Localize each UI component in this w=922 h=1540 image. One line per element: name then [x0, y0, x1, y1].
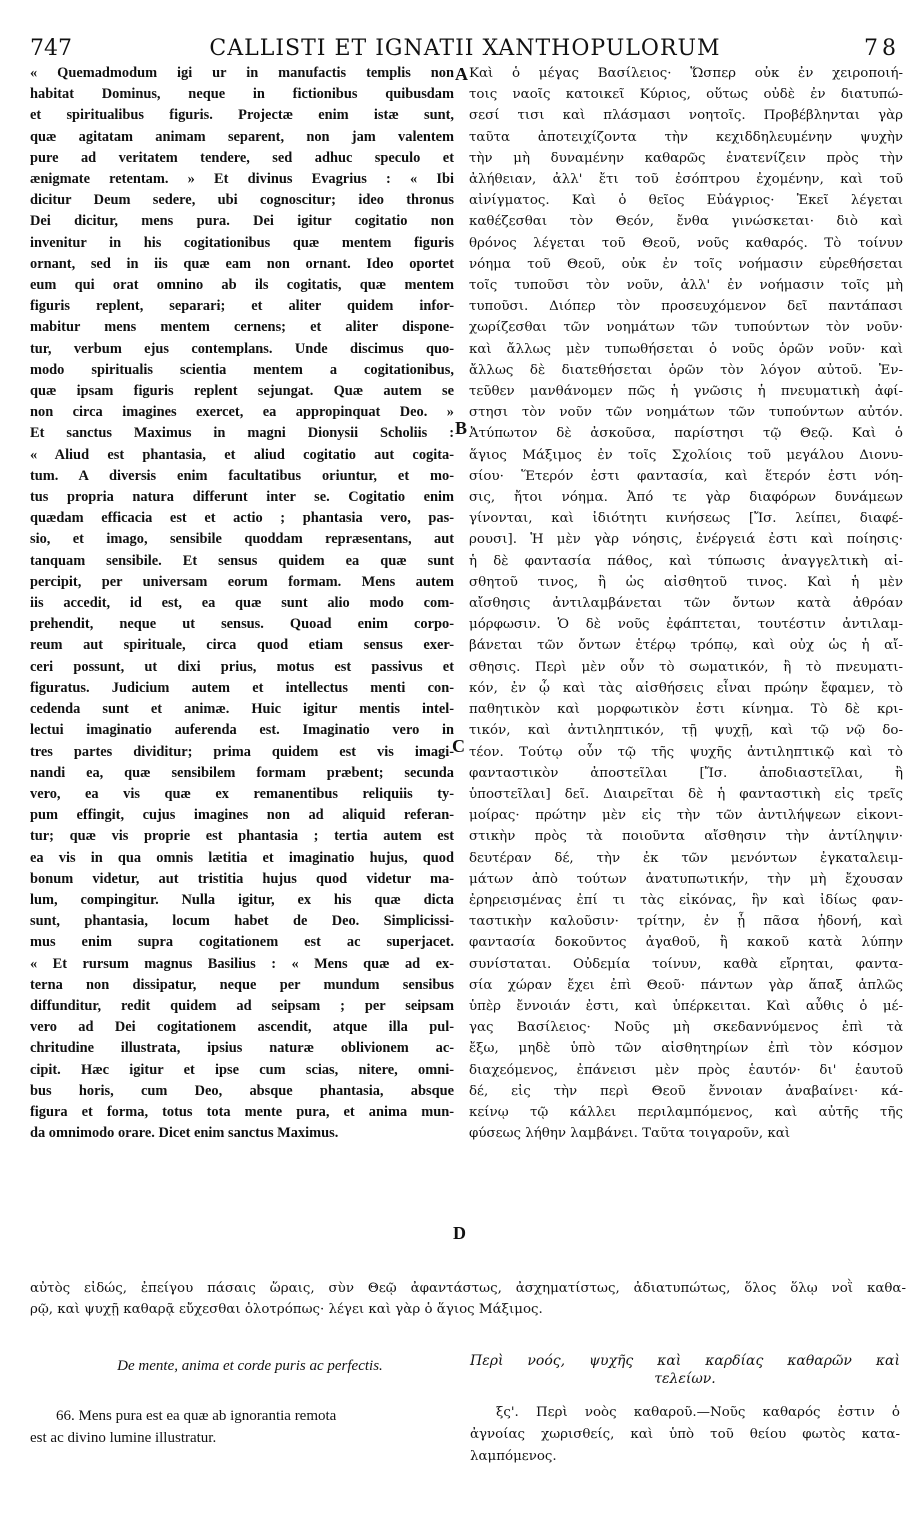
page-number-left: 747 [30, 36, 72, 61]
text-line: mus enim supra cogitationem est ac superjacet. [30, 934, 454, 951]
text-line: κόν, ἐν ᾧ καὶ τὰς αἰσθήσεις εἶναι πρώην ἔφαμεν, τὸ [469, 680, 903, 696]
text-line: σθησις. Περὶ μὲν οὖν τὸ σωματικόν, ἢ τὸ πνευματι- [469, 659, 903, 675]
text-line: ταστικὴν καλοῦσιν· τρίτην, ἐν ᾗ πᾶσα ἡδονή, καὶ [469, 914, 903, 930]
text-line: καθέζεσθαι τὸν Θεόν, ἔνθα γινώσκεται· διὸ καὶ [469, 214, 903, 230]
text-line: chritudine illustrata, ipsius naturæ oblivionem ac- [30, 1040, 454, 1057]
text-line: sunt, phantasia, locum habet de Deo. Simplicissi- [30, 913, 454, 930]
text-line: χωρίζεσθαι τῶν νοημάτων τῶν τυπούντων τὸν νοῦν· [469, 320, 903, 336]
text-line: γας Βασίλειος· Νοῦς μὴ σκεδαννύμενος ἐπὶ τὰ [469, 1020, 903, 1036]
text-line: quæ agitatam animam separent, non jam valentem [30, 128, 454, 145]
text-line: « Aliud est phantasia, et aliud cogitatio aut cogita- [30, 446, 454, 463]
text-line: Ἀτύπωτον δὲ ἀσκοῦσα, παρίστησι τῷ Θεῷ. Καὶ ὁ [469, 426, 903, 442]
text-line: θρόνος λέγεται τοῦ Θεοῦ, νοῦς καθαρός. Τὸ τοίνυν [469, 235, 903, 251]
text-line: iis accedit, id est, ea quæ sunt alio modo com- [30, 595, 454, 612]
text-line: τελείων. [654, 1371, 716, 1387]
text-line: Περὶ νοός, ψυχῆς καὶ καρδίας καθαρῶν καὶ [470, 1353, 900, 1369]
text-line: lectui imaginatio auferenda est. Imaginatio vero in [30, 722, 454, 739]
text-line: ornant, sed in iis quæ eam non ornant. Ideo oportet [30, 255, 454, 272]
text-line: figuratus. Judicium autem et intellectus menti con- [30, 679, 454, 696]
text-line: ξς'. Περὶ νοὸς καθαροῦ.—Νοῦς καθαρός ἐστιν ὁ [496, 1405, 900, 1420]
text-line: κείνῳ τῷ κάλλει περιλαμπόμενος, καὶ αὐτῆς τῆς [469, 1104, 903, 1120]
text-line: tur, verbum ejus contemplans. Unde discimus quo- [30, 340, 454, 357]
text-line: φύσεως λήθην λαμβάνει. Ταῦτα τοιγαροῦν, καὶ [469, 1126, 791, 1142]
text-line: Καὶ ὁ μέγας Βασίλειος· Ὥσπερ οὐκ ἐν χειροποιή- [469, 66, 903, 81]
section-marker-a: A [455, 64, 468, 84]
text-line: non circa imagines exercet, ea appropinquat Deo. » [30, 404, 454, 421]
text-line: ὑπὲρ ἔννοιάν ἐστι, καὶ ὑπέρκειται. Καὶ αὖθις ὁ μέ- [469, 998, 903, 1014]
text-line: καὶ ἄλλως μὲν τυπωθήσεται ὁ νοῦς ὁρῶν νοῦν· καὶ [469, 341, 903, 357]
text-line: ἀγνοίας χωρισθείς, καὶ ὑπὸ τοῦ θείου φωτὸς κατα- [470, 1427, 900, 1442]
text-line: αὐτὸς εἰδώς, ἐπείγου πάσαις ὥραις, σὺν Θεῷ ἀφαντάστως, ἀσχηματίστως, ἀδιατυπώτως, ὅλος ὅλῳ νοῒ καθα- [30, 1281, 906, 1296]
text-line: bus horis, cum Deo, absque phantasia, absque [30, 1082, 454, 1099]
text-line: τοις ναοῖς κατοικεῖ Κύριος, οὕτως οὐδὲ ἐν διατυπώ- [469, 87, 903, 103]
text-line: invenitur in his cogitationibus quæ mentem figuris [30, 234, 454, 251]
text-line: vero ad Dei cogitationem ascendit, atque illa pul- [30, 1019, 454, 1036]
text-line: da omnimodo orare. Dicet enim sanctus Maximus. [30, 1125, 339, 1142]
section-marker-b: B [455, 418, 468, 438]
text-line: ea vis in qua omnis lætitia et imaginatio hujus, quod [30, 849, 454, 866]
text-line: λαμπόμενος. [470, 1449, 557, 1464]
text-line: tus propria natura differunt inter se. Cogitatio enim [30, 489, 454, 506]
text-line: τοῖς τυποῦσι τὸν νοῦν, ἀλλ' ἐν νοήμασιν τοῖς μὴ [469, 278, 903, 294]
text-line: percipit, per universam eorum formam. Mens autem [30, 573, 454, 590]
text-line: ἡ δὲ φαντασία πάθος, καὶ τύπωσις ἀναγγελτικὴ αἰ- [469, 553, 903, 569]
text-line: pure ad veritatem tendere, sed adhuc speculo et [30, 149, 454, 166]
text-line: mabitur mens mentem cernens; et aliter dispone- [30, 319, 454, 336]
text-line: ἄλλως δὲ διατεθήσεται ὁρῶν τὸν λόγον αὐτοῦ. Ἐν- [469, 362, 903, 378]
text-line: tanquam sensibile. Et sensus quidem ea quæ sunt [30, 552, 454, 569]
text-line: cipit. Hæc igitur et ipse cum scias, nitere, omni- [30, 1061, 454, 1078]
text-line: δέ, εἰς τὴν περὶ Θεοῦ ἔννοιαν ἀναβαίνει· κά- [469, 1083, 903, 1099]
text-line: ἅγιος Μάξιμος ἐν τοῖς Σχολίοις τοῦ μεγάλου Διονυ- [469, 447, 903, 463]
text-line: τικόν, καὶ ἀντιληπτικόν, τῇ ψυχῇ, καὶ τῷ νῷ δο- [469, 723, 903, 739]
running-title: CALLISTI ET IGNATII XANTHOPULORUM [209, 36, 721, 61]
page-number-right: 78 [864, 36, 900, 61]
text-line: nandi ea, quæ sensibilem formam præbent; secunda [30, 764, 454, 781]
text-line: ἀλήθειαν, ἀλλ' ἔτι τοῦ ἐσόπτρου ἐχομένην, καὶ τοῦ [469, 172, 903, 188]
running-header [30, 36, 900, 60]
text-line: τεῦθεν μανθάνομεν πῶς ἡ γνῶσις ἡ πνευματικὴ ἀφί- [469, 384, 903, 400]
text-line: τὴν μὴ δυναμένην καθαρῶς ἐνατενίζειν πρὸς τὴν [469, 150, 903, 166]
text-line: τυποῦσι. Διόπερ τὸν προσευχόμενον δεῖ παντάπασι [469, 299, 903, 315]
text-line: quædam efficacia est et actio ; phantasia vero, pas- [30, 510, 454, 527]
text-line: « Quemadmodum igi ur in manufactis templis non [30, 65, 454, 81]
section-marker-d: D [453, 1223, 466, 1243]
text-line: dicitur Deum sedere, ubi cognoscitur; ideo thronus [30, 192, 454, 209]
text-line: tres partes dividitur; prima quidem est vis imagi- [30, 743, 454, 760]
full-width-greek [30, 1278, 906, 1320]
text-line: ænigmate retentam. » Et divinus Evagrius : « Ibi [30, 171, 454, 188]
text-line: habitat Dominus, neque in fictionibus quibusdam [30, 86, 454, 103]
text-line: et spiritualibus figuris. Projectæ enim istæ sunt, [30, 107, 454, 124]
text-line: prehendit, neque ut sensus. Quoad enim corpo- [30, 616, 454, 633]
text-line: ρῷ, καὶ ψυχῇ καθαρᾷ εὔχεσθαι ὁλοτρόπως· λέγει καὶ γὰρ ὁ ἅγιος Μάξιμος. [30, 1302, 543, 1318]
text-line: lum, compingitur. Nulla igitur, ex his quæ dicta [30, 891, 454, 908]
text-line: bonum videtur, aut tristitia hujus quod videtur ma- [30, 870, 454, 887]
text-line: diffunditur, redit quidem ad seipsam ; per seipsam [30, 997, 454, 1014]
text-line: ὑποστεῖλαι] δεῖ. Διαιρεῖται δὲ ἡ φανταστικὴ εἰς τρεῖς [469, 786, 903, 802]
text-line: φανταστικὸν ἀποστεῖλαι [Ἴσ. ἀποδιαστεῖλαι, ἢ [469, 765, 903, 781]
text-line: tum. A diversis enim facultatibus oriuntur, et mo- [30, 467, 454, 484]
text-line: ἔξω, μηδὲ ὑπὸ τῶν αἰσθητηρίων ἐπὶ τὸν κόσμον [469, 1041, 903, 1057]
text-line: pum effingit, cujus imagines non ad aliquid referan- [30, 807, 454, 824]
text-line: στικὴν πρὸς τὰ ποιοῦντα αἴσθησιν τὴν ἀντίληψιν· [469, 829, 903, 845]
text-line: μάτων ἀπὸ τούτων ἀνατυπωτικήν, τὴν μὴ ἔχουσαν [469, 871, 903, 887]
text-line: eum qui orat omnino ab ils cogitatis, quæ mentem [30, 277, 454, 294]
text-line: sio, et imago, sensibile quoddam repræsentans, aut [30, 531, 454, 548]
text-line: μόρφωσιν. Ὁ δὲ νοῦς ἐφάπτεται, τουτέστιν ἀντιλαμ- [469, 617, 903, 633]
text-line: Dei dicitur, mens pura. Dei igitur cogitatio non [30, 213, 454, 230]
text-line: αἰνίγματος. Καὶ ὁ θεῖος Εὐάγριος· Ἐκεῖ λέγεται [469, 193, 903, 209]
text-line: βάνεται τῶν ὄντων ἑτέρῳ τρόπῳ, καὶ οὐχ ὡς ἡ αἴ- [469, 638, 903, 654]
text-line: quæ ipsam figuris replent sejungat. Quæ autem se [30, 383, 454, 400]
text-line: τέον. Τούτῳ οὖν τῷ τῆς ψυχῆς ἀντιληπτικῷ καὶ τὸ [469, 744, 903, 760]
text-line: « Et rursum magnus Basilius : « Mens quæ ad ex- [30, 955, 454, 972]
section-marker-c: C [452, 736, 465, 756]
text-line: modo spiritualis scientia mentem a cogitationibus, [30, 361, 454, 378]
text-line: διαχεόμενος, ἐπάνεισι μὲν πρὸς ἑαυτόν· δι' ἑαυτοῦ [469, 1062, 903, 1078]
text-line: αἴσθησις ἀντιλαμβάνεται τῶν ὄντων κατὰ ἀθρόαν [469, 596, 903, 612]
text-line: συνίσταται. Οὐδεμία τοίνυν, καθὰ εἴρηται, φαντα- [469, 956, 903, 972]
text-line: vero, ea vis quæ ex remanentibus reliquiis ty- [30, 785, 454, 802]
text-line: ἐρηρεισμένας ἐπί τι τὰς εἰκόνας, ἣν καὶ ἰδίως φαν- [469, 892, 903, 908]
text-line: reum aut spirituale, circa quod etiam sensus exer- [30, 637, 454, 654]
text-line: φαντασία δοκοῦντος ἀγαθοῦ, ἢ κακοῦ κατὰ λύπην [469, 935, 903, 951]
text-line: σθητοῦ τινος, ἢ ὡς αἰσθητοῦ τινος. Καὶ ἡ μὲν [469, 574, 903, 590]
text-line: δευτέραν δέ, τὴν ἐκ τῶν μενόντων ἐγκαταλειμ- [469, 850, 903, 866]
paragraph-greek-66 [470, 1402, 900, 1468]
latin-column [30, 63, 454, 1144]
greek-column [469, 63, 903, 1144]
text-line: σίου· Ἕτερόν ἐστι φαντασία, καὶ ἕτερόν ἐστι νόη- [469, 468, 903, 484]
text-line: 66. Mens pura est ea quæ ab ignorantia remota [56, 1408, 337, 1424]
text-line: ταῦτα ἀποτειχίζοντα τὴν κεχιδδηλευμένην ψυχὴν [469, 129, 903, 145]
subheading-latin: De mente, anima et corde puris ac perfectis. [117, 1358, 383, 1374]
text-line: ρουσι]. Ἡ μὲν γὰρ νόησις, ἐνέργειά ἐστι καὶ ποίησις· [469, 532, 903, 548]
text-line: σία χώραν ἔχει ἐπὶ Θεοῦ· πάντων γὰρ ἅπαξ ἁπλῶς [469, 977, 903, 993]
text-line: γίνονται, καὶ ἰδιότητι κινήσεως [Ἴσ. λείπει, διαφέ- [469, 511, 903, 527]
text-line: cedenda sunt et animæ. Huic igitur mentis intel- [30, 701, 454, 718]
text-line: νόημα τοῦ Θεοῦ, οὐκ ἐν τοῖς νοήμασιν εὑρεθήσεται [469, 256, 903, 272]
text-line: figuris replent, separari; et aliter quidem infor- [30, 298, 454, 315]
text-line: παθητικὸν καὶ μορφωτικὸν ἐστι κίνημα. Τὸ δὲ κρι- [469, 702, 903, 718]
text-line: figura et forma, totus tota mente pura, et anima mun- [30, 1103, 454, 1120]
text-line: terna non dissipatur, neque per mundum sensibus [30, 976, 454, 993]
text-line: σις, ἤτοι νόημα. Ἀπό τε γὰρ διαφόρων δυνάμεων [469, 490, 903, 506]
paragraph-latin-66 [30, 1405, 454, 1449]
text-line: στησι τὸν νοῦν τῶν νοημάτων τῶν τυπούντων αὐτόν. [469, 405, 903, 421]
text-line: Et sanctus Maximus in magni Dionysii Scholiis : [30, 425, 454, 442]
text-line: tur; quæ vis proprie est phantasia ; tertia autem est [30, 828, 454, 845]
text-line: ceri possunt, ut dixi prius, motus est passivus et [30, 658, 454, 675]
text-line: μοίρας· πρώτην μὲν εἰς τὴν τῶν ἀντιλήψεων εἰκονι- [469, 808, 903, 824]
subheading-greek [470, 1352, 900, 1388]
text-line: est ac divino lumine illustratur. [30, 1430, 217, 1446]
text-line: σεσί τισι καὶ πλάσμασι νοητοῖς. Προβέβληνται γὰρ [469, 108, 903, 124]
